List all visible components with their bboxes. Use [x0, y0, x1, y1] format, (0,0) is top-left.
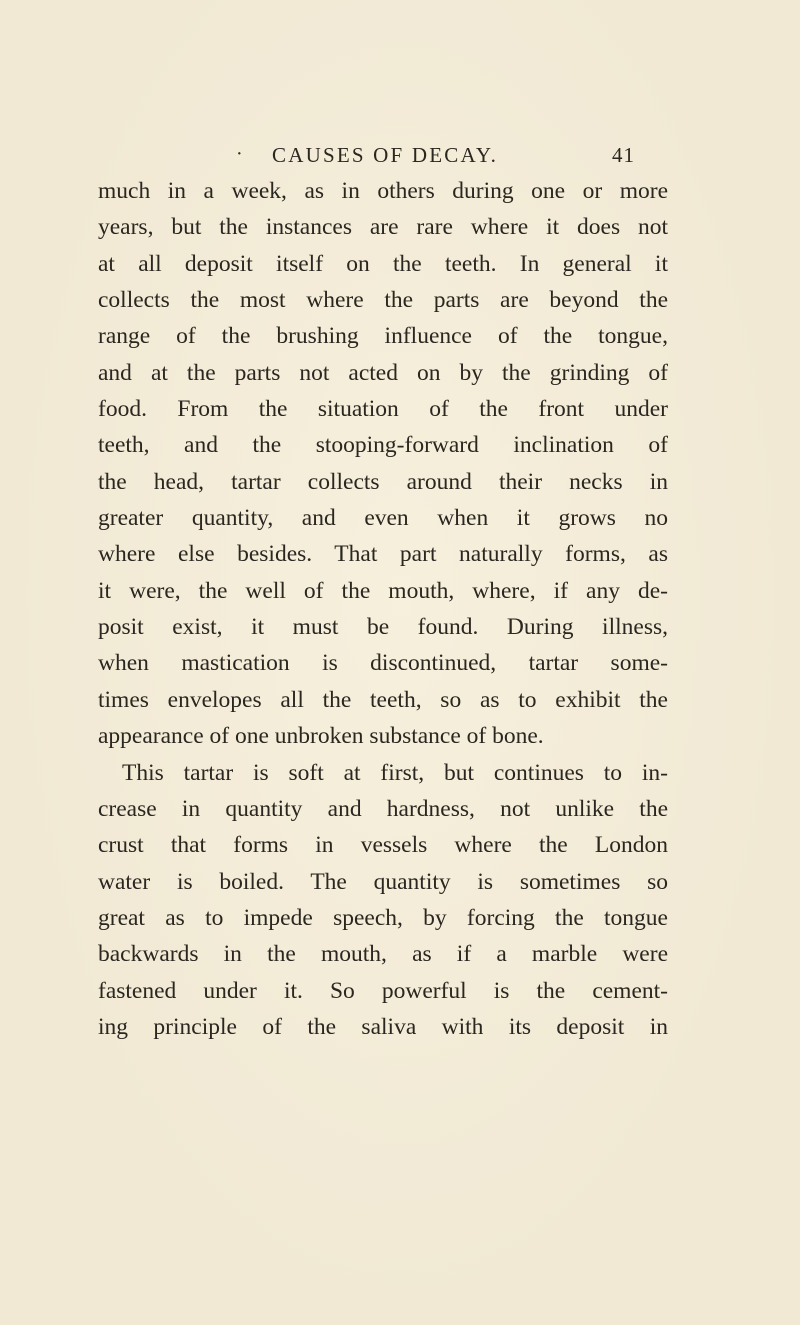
chapter-title: CAUSES OF DECAY.	[272, 143, 499, 167]
text-line: at all deposit itself on the teeth. In general it	[98, 250, 668, 277]
page-number: 41	[612, 143, 635, 167]
text-line: water is boiled. The quantity is sometimes so	[98, 868, 668, 895]
text-line: crease in quantity and hardness, not unlike the	[98, 795, 668, 822]
text-line: This tartar is soft at first, but continues to in-	[122, 759, 668, 786]
text-line: where else besides. That part naturally forms, as	[98, 541, 668, 568]
text-line: range of the brushing influence of the tongue,	[98, 323, 668, 350]
text-line: greater quantity, and even when it grows no	[98, 505, 668, 532]
text-line: teeth, and the stooping-forward inclination of	[98, 432, 668, 459]
text-line: crust that forms in vessels where the London	[98, 832, 668, 859]
text-line: much in a week, as in others during one or more	[98, 178, 668, 204]
body-text	[98, 173, 668, 1045]
text-line: years, but the instances are rare where it does not	[98, 214, 668, 241]
text-line: fastened under it. So powerful is the cement-	[98, 977, 668, 1004]
text-line: times envelopes all the teeth, so as to exhibit the	[98, 686, 668, 713]
text-line: it were, the well of the mouth, where, if any de-	[98, 577, 668, 604]
text-line: the head, tartar collects around their necks in	[98, 468, 668, 495]
text-line: when mastication is discontinued, tartar some-	[98, 650, 668, 677]
text-line: ing principle of the saliva with its deposit in	[98, 1013, 668, 1040]
text-line: collects the most where the parts are beyond the	[98, 287, 668, 314]
text-line: posit exist, it must be found. During illness,	[98, 614, 668, 641]
header-dot: ·	[236, 143, 243, 165]
text-line: and at the parts not acted on by the grinding of	[98, 359, 668, 386]
running-head	[0, 143, 800, 173]
text-line: great as to impede speech, by forcing the tongue	[98, 904, 668, 931]
text-line: food. From the situation of the front under	[98, 396, 668, 423]
text-line: backwards in the mouth, as if a marble were	[98, 941, 668, 968]
text-line: appearance of one unbroken substance of bone.	[98, 723, 544, 750]
